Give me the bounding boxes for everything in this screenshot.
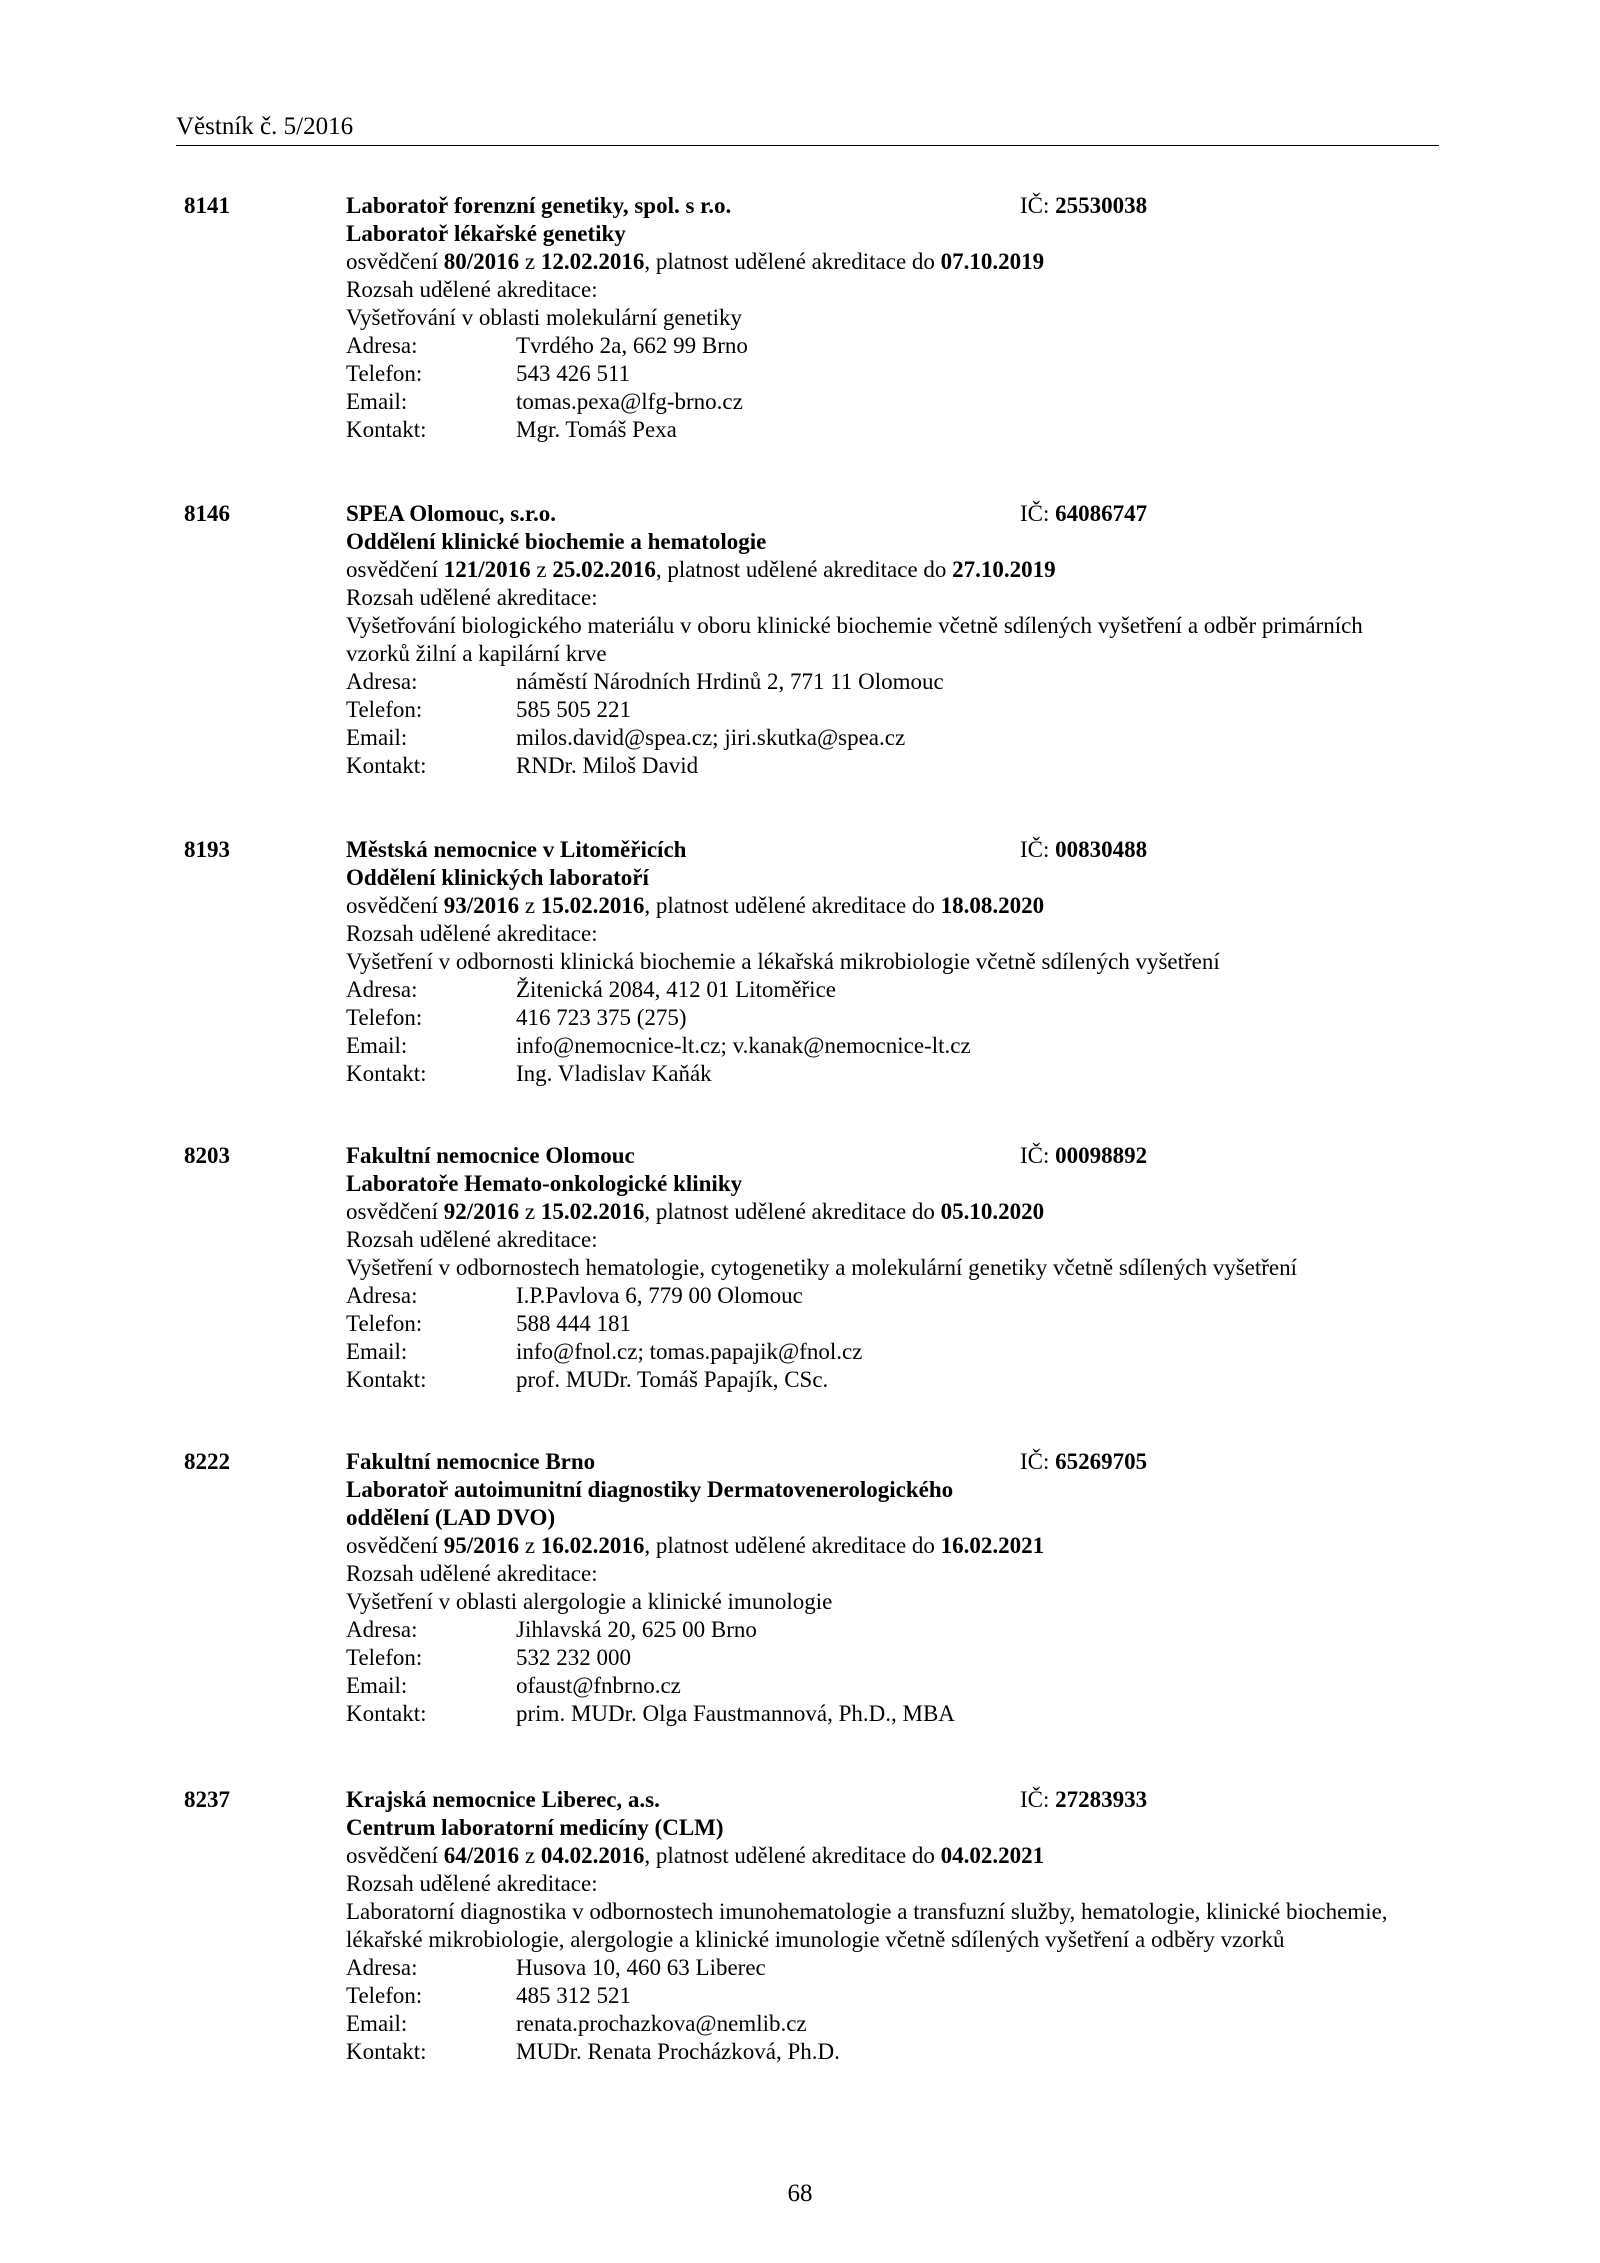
contact-row [346, 1700, 1406, 1728]
phone-row [346, 696, 1406, 724]
valid-until-date: 07.10.2019 [940, 249, 1045, 274]
scope-text: Vyšetřování v oblasti molekulární genetiky [346, 305, 743, 330]
date-prefix: z [519, 1843, 541, 1868]
validity-text: , platnost udělené akreditace do [644, 1199, 941, 1224]
entry-number: 8237 [184, 1787, 230, 1812]
validity-text: , platnost udělené akreditace do [644, 249, 941, 274]
address-value: Jihlavská 20, 625 00 Brno [516, 1617, 757, 1642]
scope-text: Vyšetření v odbornostech hematologie, cytogenetiky a molekulární genetiky včetně sdílených vyšetření [346, 1255, 1298, 1280]
certificate-number: 64/2016 [443, 1843, 520, 1868]
contact-label: Kontakt: [346, 1061, 427, 1086]
contact-value: MUDr. Renata Procházková, Ph.D. [516, 2039, 840, 2064]
certificate-number: 93/2016 [443, 893, 520, 918]
email-value: info@nemocnice-lt.cz; v.kanak@nemocnice-lt.cz [516, 1033, 971, 1058]
entry-number: 8141 [184, 193, 230, 218]
email-value: info@fnol.cz; tomas.papajik@fnol.cz [516, 1339, 863, 1364]
ic-value: 00830488 [1055, 837, 1148, 862]
organization-name: Městská nemocnice v Litoměřicích [346, 837, 687, 862]
ic-value: 64086747 [1055, 501, 1148, 526]
contact-value: Mgr. Tomáš Pexa [516, 417, 677, 442]
certificate-label: osvědčení [346, 893, 444, 918]
phone-row [346, 1644, 1406, 1672]
scope-text: Vyšetření v oblasti alergologie a klinické imunologie [346, 1589, 833, 1614]
department-name: Laboratoř lékařské genetiky [346, 221, 626, 246]
phone-value: 588 444 181 [516, 1311, 631, 1336]
contact-row [346, 416, 1406, 444]
phone-row [346, 1310, 1406, 1338]
address-value: Husova 10, 460 63 Liberec [516, 1955, 766, 1980]
department-name: oddělení (LAD DVO) [346, 1505, 556, 1530]
address-label: Adresa: [346, 333, 418, 358]
email-value: renata.prochazkova@nemlib.cz [516, 2011, 807, 2036]
email-label: Email: [346, 2011, 408, 2036]
phone-value: 532 232 000 [516, 1645, 631, 1670]
department-name: Centrum laboratorní medicíny (CLM) [346, 1815, 724, 1840]
ic-label: IČ: [1020, 837, 1056, 862]
department-name: Laboratoře Hemato-onkologické kliniky [346, 1171, 743, 1196]
address-row [346, 976, 1406, 1004]
date-prefix: z [519, 249, 541, 274]
page-header [176, 112, 1439, 146]
email-row [346, 1672, 1406, 1700]
organization-name: Laboratoř forenzní genetiky, spol. s r.o. [346, 193, 732, 218]
phone-row [346, 360, 1406, 388]
ic-label: IČ: [1020, 1143, 1056, 1168]
organization-name: SPEA Olomouc, s.r.o. [346, 501, 557, 526]
valid-until-date: 04.02.2021 [940, 1843, 1045, 1868]
entry-body [346, 1142, 1406, 1394]
email-label: Email: [346, 1033, 408, 1058]
address-label: Adresa: [346, 977, 418, 1002]
email-row [346, 388, 1406, 416]
scope-label: Rozsah udělené akreditace: [346, 1227, 598, 1252]
email-row [346, 1338, 1406, 1366]
validity-text: , platnost udělené akreditace do [644, 893, 941, 918]
address-label: Adresa: [346, 1955, 418, 1980]
email-label: Email: [346, 725, 408, 750]
ic-label: IČ: [1020, 193, 1056, 218]
email-row [346, 2010, 1406, 2038]
entry-body [346, 1786, 1406, 2066]
validity-text: , platnost udělené akreditace do [644, 1533, 941, 1558]
scope-label: Rozsah udělené akreditace: [346, 585, 598, 610]
certificate-label: osvědčení [346, 1533, 444, 1558]
department-name: Oddělení klinických laboratoří [346, 865, 649, 890]
contact-row [346, 2038, 1406, 2066]
contact-row [346, 752, 1406, 780]
ic-value: 25530038 [1055, 193, 1148, 218]
ic-value: 65269705 [1055, 1449, 1148, 1474]
email-row [346, 724, 1406, 752]
certificate-label: osvědčení [346, 1843, 444, 1868]
address-row [346, 332, 1406, 360]
phone-label: Telefon: [346, 697, 423, 722]
phone-label: Telefon: [346, 361, 423, 386]
date-prefix: z [519, 1533, 541, 1558]
address-value: Tvrdého 2a, 662 99 Brno [516, 333, 748, 358]
address-label: Adresa: [346, 1283, 418, 1308]
entry-body [346, 192, 1406, 444]
phone-row [346, 1004, 1406, 1032]
phone-label: Telefon: [346, 1983, 423, 2008]
email-value: tomas.pexa@lfg-brno.cz [516, 389, 743, 414]
contact-value: prim. MUDr. Olga Faustmannová, Ph.D., MBA [516, 1701, 955, 1726]
contact-row [346, 1366, 1406, 1394]
certificate-line [346, 1842, 1406, 1870]
entry-number: 8146 [184, 501, 230, 526]
contact-label: Kontakt: [346, 753, 427, 778]
scope-text: Vyšetření v odbornosti klinická biochemie a lékařská mikrobiologie včetně sdílených vyšetření [346, 949, 1220, 974]
certificate-line [346, 248, 1406, 276]
address-value: I.P.Pavlova 6, 779 00 Olomouc [516, 1283, 803, 1308]
entry-body [346, 1448, 1406, 1728]
address-row [346, 1954, 1406, 1982]
entry-number: 8222 [184, 1449, 230, 1474]
phone-label: Telefon: [346, 1311, 423, 1336]
certificate-label: osvědčení [346, 249, 444, 274]
scope-label: Rozsah udělené akreditace: [346, 921, 598, 946]
issue-date: 04.02.2016 [540, 1843, 645, 1868]
entry-body [346, 500, 1406, 780]
certificate-number: 92/2016 [443, 1199, 520, 1224]
contact-label: Kontakt: [346, 1701, 427, 1726]
email-value: milos.david@spea.cz; jiri.skutka@spea.cz [516, 725, 906, 750]
phone-row [346, 1982, 1406, 2010]
ic-value: 00098892 [1055, 1143, 1148, 1168]
phone-value: 485 312 521 [516, 1983, 631, 2008]
scope-label: Rozsah udělené akreditace: [346, 1561, 598, 1586]
ic-value: 27283933 [1055, 1787, 1148, 1812]
department-name: Laboratoř autoimunitní diagnostiky Dermatovenerologického [346, 1477, 954, 1502]
issue-date: 15.02.2016 [540, 893, 645, 918]
email-row [346, 1032, 1406, 1060]
contact-label: Kontakt: [346, 417, 427, 442]
phone-label: Telefon: [346, 1005, 423, 1030]
address-row [346, 1616, 1406, 1644]
validity-text: , platnost udělené akreditace do [644, 1843, 941, 1868]
ic-label: IČ: [1020, 501, 1056, 526]
scope-label: Rozsah udělené akreditace: [346, 277, 598, 302]
address-value: Žitenická 2084, 412 01 Litoměřice [516, 977, 836, 1002]
contact-label: Kontakt: [346, 2039, 427, 2064]
address-label: Adresa: [346, 1617, 418, 1642]
phone-value: 416 723 375 (275) [516, 1005, 687, 1030]
address-label: Adresa: [346, 669, 418, 694]
journal-title: Věstník č. 5/2016 [176, 113, 354, 140]
validity-text: , platnost udělené akreditace do [655, 557, 953, 582]
issue-date: 12.02.2016 [540, 249, 645, 274]
page-number: 68 [787, 2180, 813, 2207]
address-value: náměstí Národních Hrdinů 2, 771 11 Olomouc [516, 669, 944, 694]
contact-value: Ing. Vladislav Kaňák [516, 1061, 712, 1086]
valid-until-date: 18.08.2020 [940, 893, 1045, 918]
certificate-label: osvědčení [346, 1199, 444, 1224]
contact-label: Kontakt: [346, 1367, 427, 1392]
contact-value: RNDr. Miloš David [516, 753, 699, 778]
contact-row [346, 1060, 1406, 1088]
certificate-label: osvědčení [346, 557, 444, 582]
issue-date: 15.02.2016 [540, 1199, 645, 1224]
organization-name: Fakultní nemocnice Brno [346, 1449, 596, 1474]
valid-until-date: 27.10.2019 [952, 557, 1056, 582]
entry-body [346, 836, 1406, 1088]
certificate-line [346, 892, 1406, 920]
email-value: ofaust@fnbrno.cz [516, 1673, 681, 1698]
entry-number: 8203 [184, 1143, 230, 1168]
certificate-line [346, 1198, 1406, 1226]
organization-name: Fakultní nemocnice Olomouc [346, 1143, 635, 1168]
date-prefix: z [519, 1199, 541, 1224]
department-name: Oddělení klinické biochemie a hematologie [346, 529, 767, 554]
ic-label: IČ: [1020, 1787, 1056, 1812]
scope-text: Laboratorní diagnostika v odbornostech imunohematologie a transfuzní služby, hematologie, klinické biochemie, lékařské mikrobiologie, alergologie a klinické imunologie včetně sdílených vyšetření a odběry vzorků [346, 1899, 1388, 1952]
phone-value: 543 426 511 [516, 361, 631, 386]
date-prefix: z [530, 557, 553, 582]
certificate-number: 121/2016 [443, 557, 531, 582]
issue-date: 16.02.2016 [540, 1533, 645, 1558]
certificate-line [346, 556, 1406, 584]
address-row [346, 668, 1406, 696]
scope-label: Rozsah udělené akreditace: [346, 1871, 598, 1896]
certificate-number: 95/2016 [443, 1533, 520, 1558]
scope-text: Vyšetřování biologického materiálu v oboru klinické biochemie včetně sdílených vyšetření a odběr primárních vzorků žilní a kapilární krve [346, 613, 1363, 666]
phone-label: Telefon: [346, 1645, 423, 1670]
address-row [346, 1282, 1406, 1310]
email-label: Email: [346, 1673, 408, 1698]
valid-until-date: 16.02.2021 [940, 1533, 1045, 1558]
organization-name: Krajská nemocnice Liberec, a.s. [346, 1787, 660, 1812]
date-prefix: z [519, 893, 541, 918]
email-label: Email: [346, 389, 408, 414]
certificate-number: 80/2016 [443, 249, 520, 274]
entry-number: 8193 [184, 837, 230, 862]
email-label: Email: [346, 1339, 408, 1364]
phone-value: 585 505 221 [516, 697, 631, 722]
ic-label: IČ: [1020, 1449, 1056, 1474]
valid-until-date: 05.10.2020 [940, 1199, 1045, 1224]
certificate-line [346, 1532, 1406, 1560]
contact-value: prof. MUDr. Tomáš Papajík, CSc. [516, 1367, 829, 1392]
issue-date: 25.02.2016 [552, 557, 656, 582]
